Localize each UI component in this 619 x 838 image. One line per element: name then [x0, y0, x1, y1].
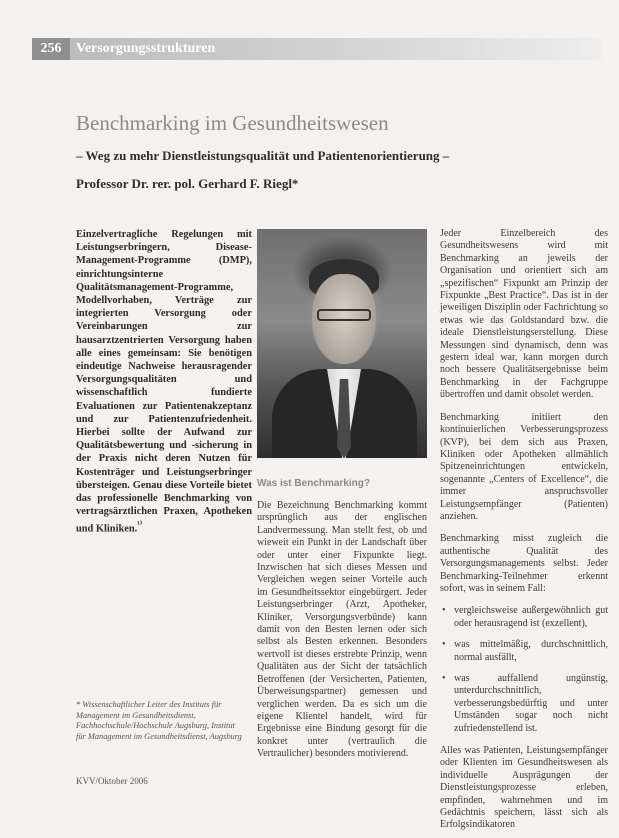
list-item: • vergleichsweise außergewöhnlich gut oder herausragend ist (exzellent),	[440, 605, 608, 630]
page-number: 256	[32, 38, 70, 60]
photo-glasses	[317, 309, 371, 321]
article-title: Benchmarking im Gesundheitswesen	[76, 111, 389, 135]
footnote: * Wissenschaftlicher Leiter des Instituts für Management im Gesundheitsdienst, Fachhochschule/Hochschule Augsburg, Institut für Management im Gesundheitsdienst, Augsburg	[76, 700, 242, 741]
body-column-middle: Die Bezeichnung Benchmarking kommt ursprünglich aus der englischen Landvermessung. Man stellt fest, ob und wieweit ein Punkt in der Landschaft über oder unter einer Fixpunkte liegt. Inzwischen hat sich dieses Messen und Vergleichen wegen seiner Vorteile auch im Gesundheitssektor eingebürgert. Jeder Leistungserbringer (Arzt, Apotheker, Kliniker, Versorgungsverbünde) kann damit von den Besten lernen oder sich selbst als Besten erkennen. Besonders wertvoll ist dieses erstrebte Prinzip, wenn Qualitäten aus der Sicht der tatsächlich Betroffenen (der Versicherten, Patienten, Überweisungspartner) gemessen und verglichen werden. Da es sich um die eigene Klientel handelt, wird für Ergebnisse eine Bindung gesorgt für die konkret unter (vertraulich die Vertraulicher) besonders motivierend.	[257, 500, 427, 760]
bullet-list	[440, 605, 608, 735]
article-author: Professor Dr. rer. pol. Gerhard F. Riegl*	[76, 176, 299, 191]
abstract-text: Einzelvertragliche Regelungen mit Leistungserbringern, Disease-Management-Programme (DMP), einrichtungsinterne Qualitätsmanagement-Programme, Modellvorhaben, Verträge zur integrierten Versorgung oder Vereinbarungen zur hausarztzentrierten Versorgung haben alle eines gemeinsam: Sie benötigen eindeutige Nachweise herausragender Versorgungsqualitäten und wissenschaftlich fundierte Evaluationen zur Patientenakzeptanz und zur Patientenzufriedenheit. Hierbei sollte der Aufwand zur Qualitätsbewertung und -sicherung in der Praxis nicht deren Nutzen für Kostenträger und Leistungserbringer übersteigen. Genau diese Vorteile bietet das professionelle Benchmarking von vertragsärztlichen Praxen, Apotheken und Kliniken.	[76, 229, 252, 535]
section-title: Versorgungsstrukturen	[76, 41, 216, 56]
paragraph: Benchmarking misst zugleich die authentische Qualität des Versorgungsmanagements selbst. Jeder Benchmarking-Teilnehmer erkennt sofort, was in seinem Fall:	[440, 533, 608, 594]
body-column-right	[440, 228, 608, 838]
author-photo	[257, 229, 427, 458]
article-subtitle: – Weg zu mehr Dienstleistungsqualität und Patientenorientierung –	[76, 148, 450, 163]
header-bar	[32, 38, 602, 60]
list-item: • was mittelmäßig, durchschnittlich, normal ausfällt,	[440, 639, 608, 664]
paragraph: Benchmarking initiiert den kontinuierlichen Verbesserungsprozess (KVP), bei dem sich aus Praxen, Kliniken oder Apotheken allmählich Spitzeneinrichtungen entwickeln, sogenannte „Centers of Excellence“, die immer anspruchsvoller Leistungsempfänger (Patienten) anziehen.	[440, 411, 608, 522]
page-footer: KVV/Oktober 2006	[76, 776, 148, 786]
list-item: • was auffallend ungünstig, unterdurchschnittlich, verbesserungsbedürftig und unter Umständen sogar noch nicht zufriedenstellend ist.	[440, 673, 608, 735]
footnote-ref: ¹⁾	[137, 519, 143, 530]
section-heading: Was ist Benchmarking?	[257, 478, 370, 489]
paragraph: Jeder Einzelbereich des Gesundheitswesens wird mit Benchmarking an jeweils der Organisation und orientiert sich am „spezifischen“ Fixpunkt am Prinzip der Fixpunkte „Best Practice“. Das ist in der jeweiligen Disziplin oder Fachrichtung so etwas wie das Goldstandard bzw. die ideale Dienstleistungserstellung. Diese Messungen sind dynamisch, denn was gestern ideal war, kann morgen durch noch bessere Qualitätsergebnisse beim Benchmarking in der Fachgruppe übertroffen und damit obsolet werden.	[440, 228, 608, 401]
abstract-column	[76, 228, 252, 536]
paragraph: Alles was Patienten, Leistungsempfänger oder Klienten im Gesundheitswesen als individuelle Ausprägungen der Dienstleistungsprozesse erleben, empfinden, wahrnehmen und im Gedächtnis speichern, lässt sich als Erfolgsindikatoren	[440, 745, 608, 831]
